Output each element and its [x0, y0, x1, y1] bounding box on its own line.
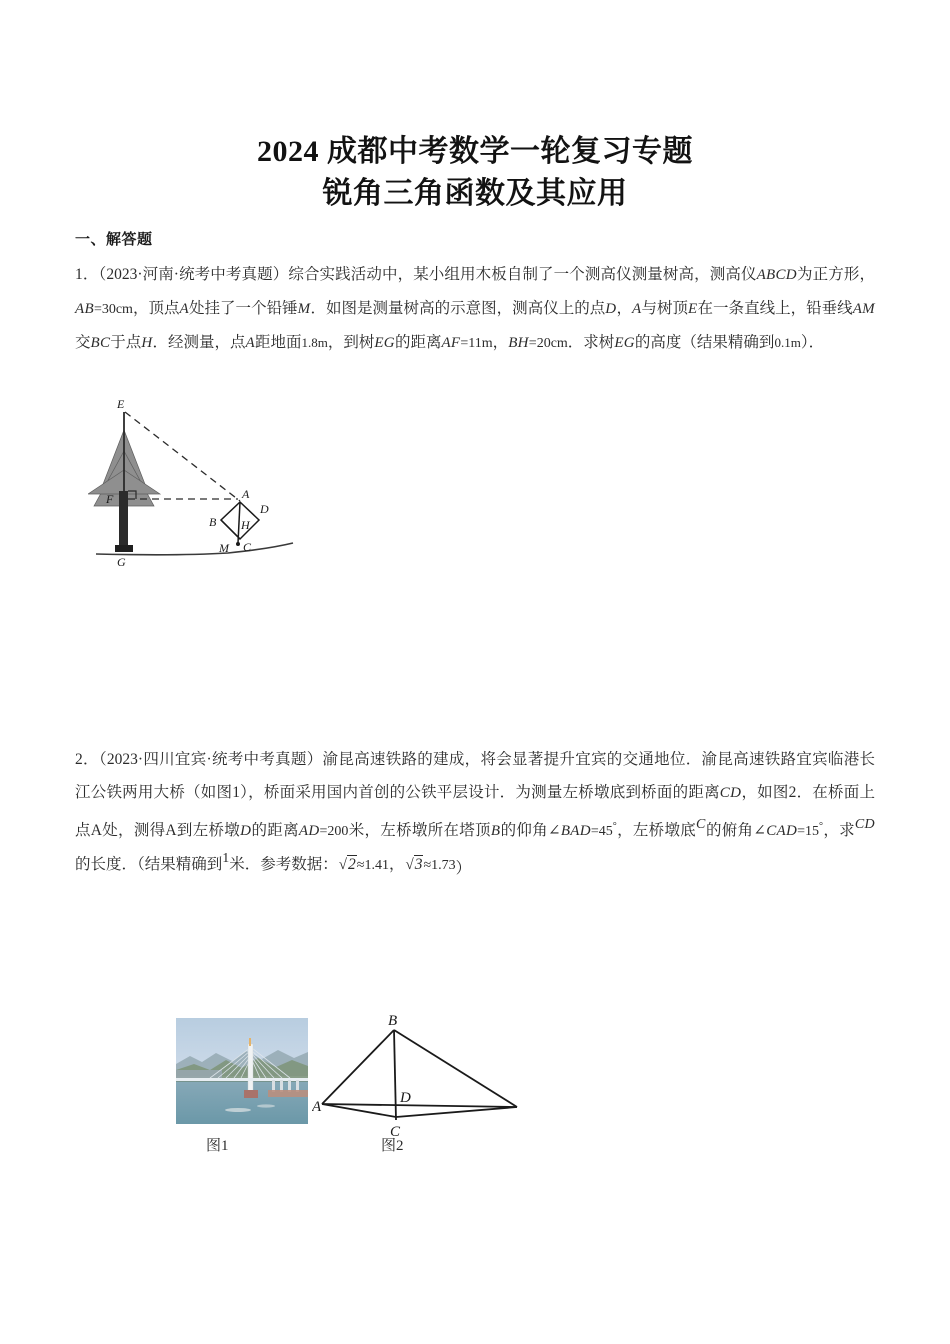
problem-1-number: 1． [75, 266, 99, 283]
bridge-photo-svg [176, 1018, 308, 1124]
math-angle-cad-value: =15 [797, 824, 820, 840]
math-h: H [141, 335, 153, 351]
figure1-label-F: F [106, 492, 114, 506]
page-title [75, 133, 875, 213]
math-ab-value: =30cm [93, 302, 133, 317]
math-d: D [605, 301, 617, 317]
title-line-2: 锐角三角函数及其应用 [322, 177, 628, 210]
math-e: E [688, 301, 698, 317]
math-bc: BC [90, 335, 111, 351]
bridge-photo [176, 1018, 308, 1124]
problem-1-run4: 处挂了一个铅锤 [188, 300, 298, 317]
tower-crane [249, 1038, 251, 1046]
radicand-2: 2 [348, 856, 356, 874]
math-bh-value: =20cm [528, 336, 568, 351]
problem-2-run8: 的俯角 [705, 822, 754, 840]
problem-2-run9: ，求 [823, 822, 855, 840]
math-sqrt-2 [338, 848, 357, 882]
math-bh: BH [508, 335, 529, 351]
math-m: M [297, 301, 311, 317]
figure2-label-B: B [388, 1013, 398, 1029]
figure1-label-C: C [243, 540, 252, 554]
problem-2-text [75, 743, 875, 882]
segment-bc [221, 520, 240, 539]
problem-2-run1: 渝昆高速铁路的建成，将会显著提升宜宾的交通地位．渝昆高速铁路宜宾临港长江公铁两用大桥（如图1），桥面采用国内首创的公铁平层设计．为测量左桥墩底到桥面的距 [75, 751, 875, 801]
segment-ba [322, 1030, 394, 1104]
problem-1-run18: ）． [800, 334, 825, 351]
figure2-label-C: C [390, 1124, 401, 1140]
math-a-3: A [245, 335, 255, 351]
problem-2-run11: 米．参考数据： [229, 856, 338, 874]
problem-2-run12: ， [388, 856, 405, 874]
problem-2-run3: ，如图2．在桥面上点A处，测得A到左桥墩 [75, 784, 875, 840]
tree-base [115, 545, 133, 552]
math-ad-value: =200 [319, 824, 349, 840]
degree-symbol-cad: ° [819, 821, 824, 832]
figure-1-caption: 图1 [206, 1138, 229, 1154]
figure1-label-G: G [117, 555, 126, 568]
bridge-main-tower [248, 1044, 253, 1092]
math-0p1m: 0.1m [774, 335, 801, 350]
segment-a-right [322, 1104, 517, 1107]
problem-2 [75, 743, 875, 882]
problem-2-run10: 的长度．（结果精确到 [75, 856, 223, 874]
tree-trunk [119, 491, 128, 549]
problem-2-source: （2023·四川宜宾·统考中考真题） [98, 751, 323, 768]
radicand-3: 3 [414, 856, 423, 874]
math-eg-2: EG [614, 335, 635, 351]
math-cd-2: CD [854, 817, 875, 833]
figure-1-tree-diagram [88, 396, 298, 568]
river-wake [225, 1108, 251, 1112]
tree-measurement-svg [88, 396, 298, 568]
math-a-1: A [179, 301, 189, 317]
problem-2-run2: 离 [704, 784, 720, 801]
problem-1-run1: 综合实践活动中，某小组用木板自制了一个测高仪测量树高，测高仪 [288, 266, 757, 283]
figure1-label-H: H [241, 518, 250, 532]
figure1-label-M: M [219, 541, 229, 555]
math-sqrt2-value: ≈1.41 [356, 858, 389, 874]
math-precision-1: 1 [222, 851, 230, 867]
problem-1-run11: ．经测量，点 [152, 334, 246, 351]
math-af: AF [441, 335, 461, 351]
problem-1-run9: 交 [75, 334, 91, 351]
problem-1-run7: 与树顶 [641, 300, 689, 317]
figure1-label-B: B [209, 515, 217, 529]
problem-1-run16: ．求树 [567, 334, 615, 351]
segment-b-right [394, 1030, 517, 1107]
problem-1-run14: 的距离 [394, 334, 442, 351]
math-a-2: A [631, 301, 642, 317]
math-1p8m: 1.8m [301, 335, 328, 350]
math-cd-1: CD [719, 785, 742, 801]
figure-2-caption: 图2 [381, 1138, 404, 1154]
math-abcd: ABCD [756, 267, 797, 283]
math-c-p2: C [696, 817, 706, 833]
figure1-label-D: D [260, 502, 269, 516]
segment-ac [322, 1104, 396, 1117]
bridge-pier-main [244, 1090, 258, 1098]
figure1-label-E: E [117, 397, 125, 411]
problem-1-text [75, 258, 875, 360]
problem-1 [75, 258, 875, 360]
problem-1-run15: ， [492, 334, 509, 351]
problem-1-run6: ， [616, 300, 632, 317]
problem-1-run17: 的高度（结果精确到 [634, 334, 775, 351]
math-eg-1: EG [374, 335, 395, 351]
bridge-shore-structure [268, 1090, 308, 1097]
math-af-value: =11m [460, 336, 493, 351]
math-am: AM [852, 301, 875, 317]
plumb-bob-m [236, 542, 240, 546]
degree-symbol-bad: ° [612, 821, 617, 832]
math-sqrt-3 [404, 848, 423, 882]
radical-sign-2: √ [338, 857, 348, 874]
math-angle-bad: ∠BAD [547, 823, 591, 840]
problem-1-run3: ，顶点 [132, 300, 180, 317]
figure2-label-D: D [400, 1090, 411, 1106]
problem-1-run8: 在一条直线上，铅垂线 [697, 300, 853, 317]
problem-1-run2: 为正方形， [796, 266, 875, 283]
problem-2-run7: ，左桥墩底 [616, 822, 697, 840]
math-ad: AD [298, 823, 320, 840]
problem-1-run13: ，到树 [327, 334, 375, 351]
title-line-1: 2024 成都中考数学一轮复习专题 [257, 135, 693, 168]
segment-bdc [394, 1030, 396, 1120]
math-d-p2: D [240, 823, 252, 840]
problem-2-number: 2． [75, 751, 99, 768]
problem-1-run12: 距地面 [254, 334, 302, 351]
problem-2-run13: ） [455, 860, 472, 878]
problem-2-run4: 的距离 [251, 822, 299, 840]
math-angle-cad: ∠CAD [753, 823, 798, 840]
problem-2-run6: 的仰角 [500, 822, 548, 840]
math-sqrt3-value: ≈1.73 [423, 858, 456, 874]
problem-1-run5: ．如图是测量树高的示意图，测高仪上的点 [310, 300, 606, 317]
figure-2-triangle-svg [312, 1012, 562, 1140]
figure2-label-A: A [312, 1099, 322, 1115]
section-heading: 一、解答题 [75, 232, 153, 248]
problem-2-run5: 米，左桥墩所在塔顶 [348, 822, 491, 840]
figure-2-block [176, 1012, 576, 1177]
radical-sign-3: √ [405, 857, 414, 874]
figure1-label-A: A [242, 487, 250, 501]
problem-1-source: （2023·河南·统考中考真题） [98, 266, 289, 283]
problem-1-run10: 于点 [110, 334, 142, 351]
math-ab: AB [75, 301, 94, 317]
segment-c-right [396, 1107, 517, 1117]
math-b-p2: B [490, 823, 501, 840]
math-angle-bad-value: =45 [590, 824, 613, 840]
river-boat [257, 1104, 275, 1107]
